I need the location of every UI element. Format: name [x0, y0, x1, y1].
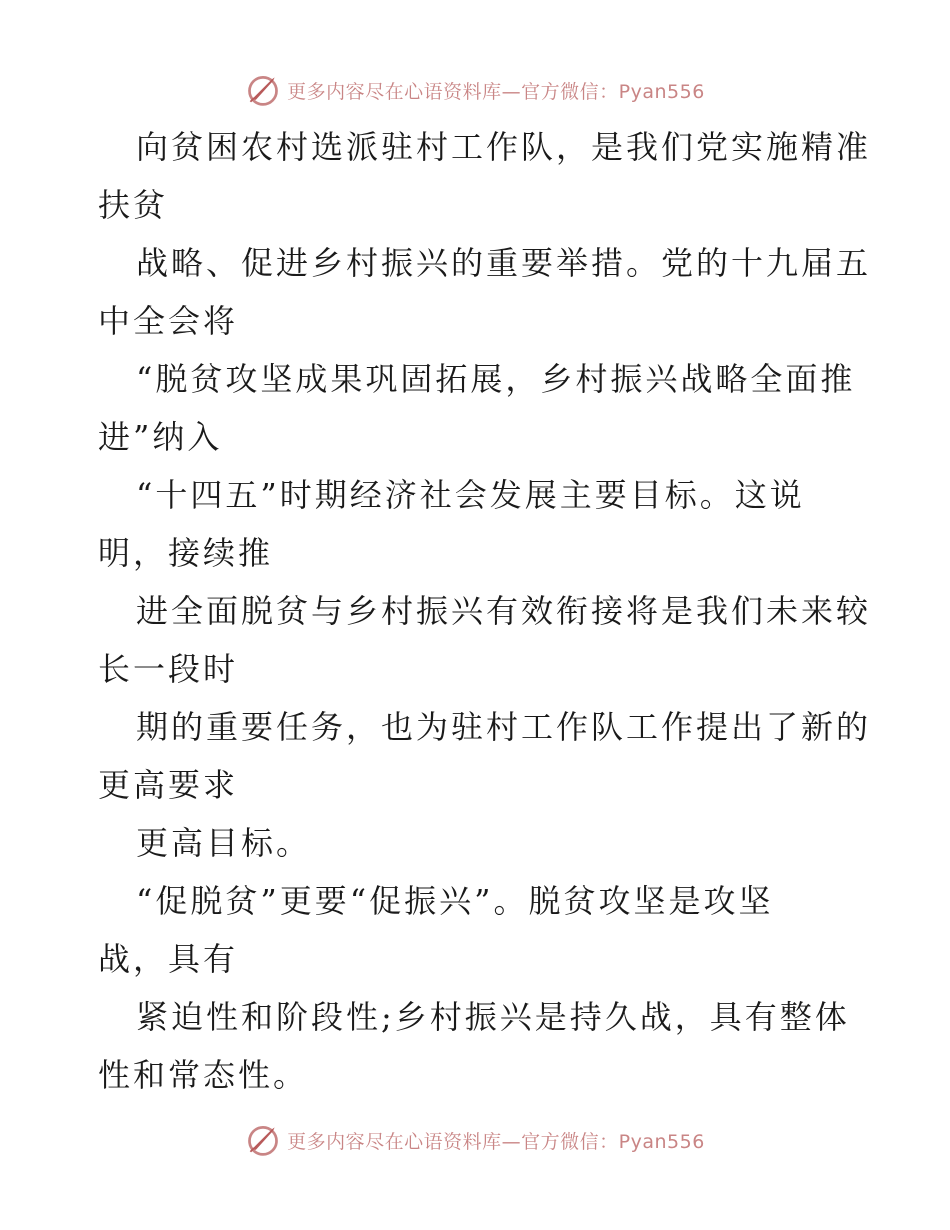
- text-line: 明，接续推: [98, 534, 274, 572]
- text-line: “脱贫攻坚成果巩固拓展，乡村振兴战略全面推: [136, 360, 856, 398]
- text-line: 长一段时: [98, 650, 239, 688]
- text-line: 战，具有: [98, 940, 239, 978]
- text-line: 向贫困农村选派驻村工作队，是我们党实施精准: [136, 128, 872, 166]
- text-line: “促脱贫”更要“促振兴”。脱贫攻坚是攻坚: [136, 882, 774, 920]
- watermark-text: 更多内容尽在心语资料库—官方微信：Pyan556: [287, 1130, 705, 1153]
- text-line: 扶贫: [98, 186, 169, 224]
- text-line: “十四五”时期经济社会发展主要目标。这说: [136, 476, 805, 514]
- text-line: 性和常态性。: [98, 1056, 309, 1094]
- footer-watermark: [0, 1120, 950, 1160]
- document-body: [98, 118, 872, 1104]
- header-watermark: [0, 70, 950, 110]
- text-line: 进”纳入: [98, 418, 223, 456]
- text-line: 期的重要任务，也为驻村工作队工作提出了新的: [136, 708, 872, 746]
- quill-logo-icon: [245, 72, 281, 108]
- text-line: 紧迫性和阶段性;乡村振兴是持久战，具有整体: [136, 998, 850, 1036]
- text-line: 更高要求: [98, 766, 239, 804]
- text-line: 战略、促进乡村振兴的重要举措。党的十九届五: [136, 244, 872, 282]
- text-line: 中全会将: [98, 302, 239, 340]
- watermark-text: 更多内容尽在心语资料库—官方微信：Pyan556: [287, 80, 705, 103]
- text-line: 更高目标。: [136, 824, 312, 862]
- text-line: 进全面脱贫与乡村振兴有效衔接将是我们未来较: [136, 592, 872, 630]
- quill-logo-icon: [245, 1122, 281, 1158]
